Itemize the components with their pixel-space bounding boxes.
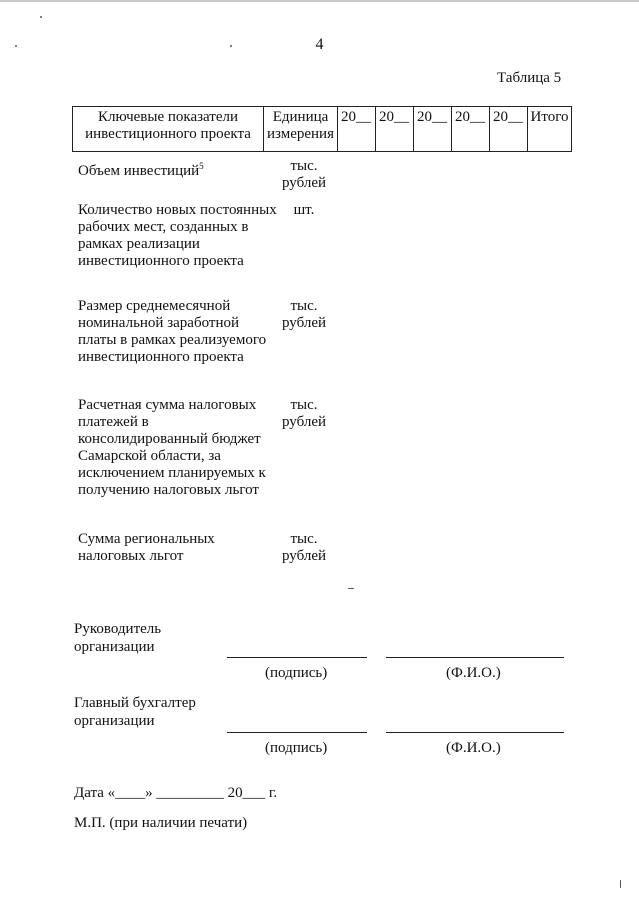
scan-speck	[230, 45, 232, 47]
unit-tax-payments: тыс. рублей	[281, 397, 327, 430]
indicator-tax-payments: Расчетная сумма налоговых платежей в консолидированный бюджет Самарской области, за исключением планируемых к получению налоговых льгот	[78, 397, 266, 498]
head-name-caption: (Ф.И.О.)	[446, 665, 501, 681]
unit-average-salary: тыс. рублей	[281, 298, 327, 331]
unit-regional-tax-benefits: тыс. рублей	[281, 531, 327, 564]
head-signature-line	[227, 657, 367, 658]
indicator-investment-volume	[78, 158, 278, 180]
accountant-signature-line	[227, 732, 367, 733]
accountant-signature-caption: (подпись)	[265, 740, 328, 756]
footnote-marker: 5	[199, 161, 204, 171]
indicator-regional-tax-benefits: Сумма региональных налоговых льгот	[78, 531, 215, 564]
page-number: 4	[315, 36, 324, 53]
stamp-note: М.П. (при наличии печати)	[74, 815, 248, 831]
page-top-edge	[0, 0, 639, 2]
table-caption: Таблица 5	[497, 70, 562, 86]
column-header-total: Итого	[528, 107, 572, 152]
head-name-line	[386, 657, 564, 658]
unit-new-jobs: шт.	[293, 202, 315, 218]
column-header-year: 20__	[490, 107, 528, 152]
date-line: Дата «____» _________ 20___ г.	[74, 785, 278, 801]
column-header-year: 20__	[376, 107, 414, 152]
column-header-year: 20__	[414, 107, 452, 152]
indicator-new-jobs: Количество новых постоянных рабочих мест, созданных в рамках реализации инвестиционного проекта	[78, 202, 277, 269]
accountant-name-caption: (Ф.И.О.)	[446, 740, 501, 756]
scan-speck	[348, 588, 354, 589]
accountant-name-line	[386, 732, 564, 733]
accountant-signature-label: Главный бухгалтер организации	[74, 695, 196, 729]
scan-speck	[620, 880, 621, 888]
head-signature-label: Руководитель организации	[74, 621, 162, 655]
head-signature-caption: (подпись)	[265, 665, 328, 681]
indicators-table-header	[72, 106, 572, 152]
unit-investment-volume: тыс. рублей	[281, 158, 327, 191]
column-header-unit: Единица измерения	[264, 107, 338, 152]
scan-speck	[15, 45, 17, 47]
scan-speck	[40, 16, 42, 18]
column-header-year: 20__	[452, 107, 490, 152]
column-header-indicators: Ключевые показатели инвестиционного проекта	[73, 107, 264, 152]
column-header-year: 20__	[338, 107, 376, 152]
indicator-label: Объем инвестиций	[78, 163, 200, 179]
indicator-average-salary: Размер среднемесячной номинальной заработной платы в рамках реализуемого инвестиционного проекта	[78, 298, 267, 365]
